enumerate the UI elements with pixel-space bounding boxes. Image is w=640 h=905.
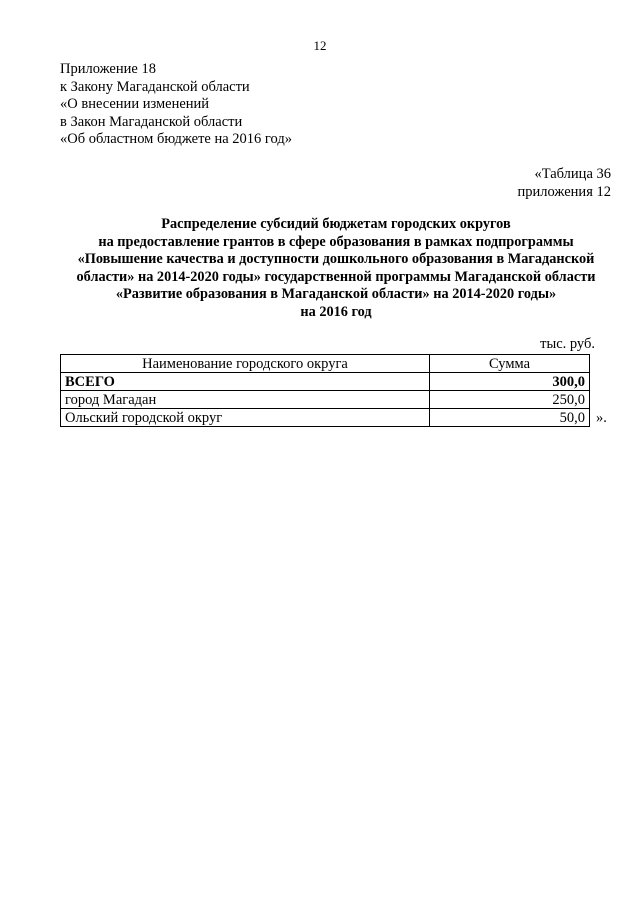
annex-header-line: «Об областном бюджете на 2016 год» [60,131,292,148]
district-name: Ольский городской округ [61,409,430,427]
document-title [60,216,612,322]
annex-header [60,61,292,149]
total-label: ВСЕГО [61,373,430,391]
document-title-line: на 2016 год [300,303,372,320]
table-row [61,391,590,409]
page-number: 12 [313,38,327,53]
district-sum: 250,0 [430,391,590,409]
table-header-row [61,355,590,373]
table-total-row [61,373,590,391]
annex-header-line: «О внесении изменений [60,96,210,113]
closing-quote-mark: ». [596,410,607,426]
document-title-line: на предоставление грантов в сфере образования в рамках подпрограммы [98,233,574,250]
units-label: тыс. руб. [540,336,595,352]
document-title-line: «Повышение качества и доступности дошкольного образования в Магаданской [77,251,595,268]
header-district-name: Наименование городского округа [61,355,430,373]
subsidy-table [60,354,590,427]
document-title-line: «Развитие образования в Магаданской области» на 2014-2020 годы» [115,286,557,303]
district-sum: 50,0 [430,409,590,427]
total-sum: 300,0 [430,373,590,391]
header-sum: Сумма [430,355,590,373]
table-reference [518,166,611,201]
table-reference-line: «Таблица 36 [534,166,611,182]
annex-header-line: в Закон Магаданской области [60,113,243,130]
table-reference-line: приложения 12 [517,183,611,200]
district-name: город Магадан [61,391,430,409]
table-row [61,409,590,427]
annex-header-line: к Закону Магаданской области [60,78,250,95]
document-title-line: области» на 2014-2020 годы» государственной программы Магаданской области [76,268,596,285]
annex-header-line: Приложение 18 [60,61,156,77]
document-title-line: Распределение субсидий бюджетам городских округов [161,216,511,232]
